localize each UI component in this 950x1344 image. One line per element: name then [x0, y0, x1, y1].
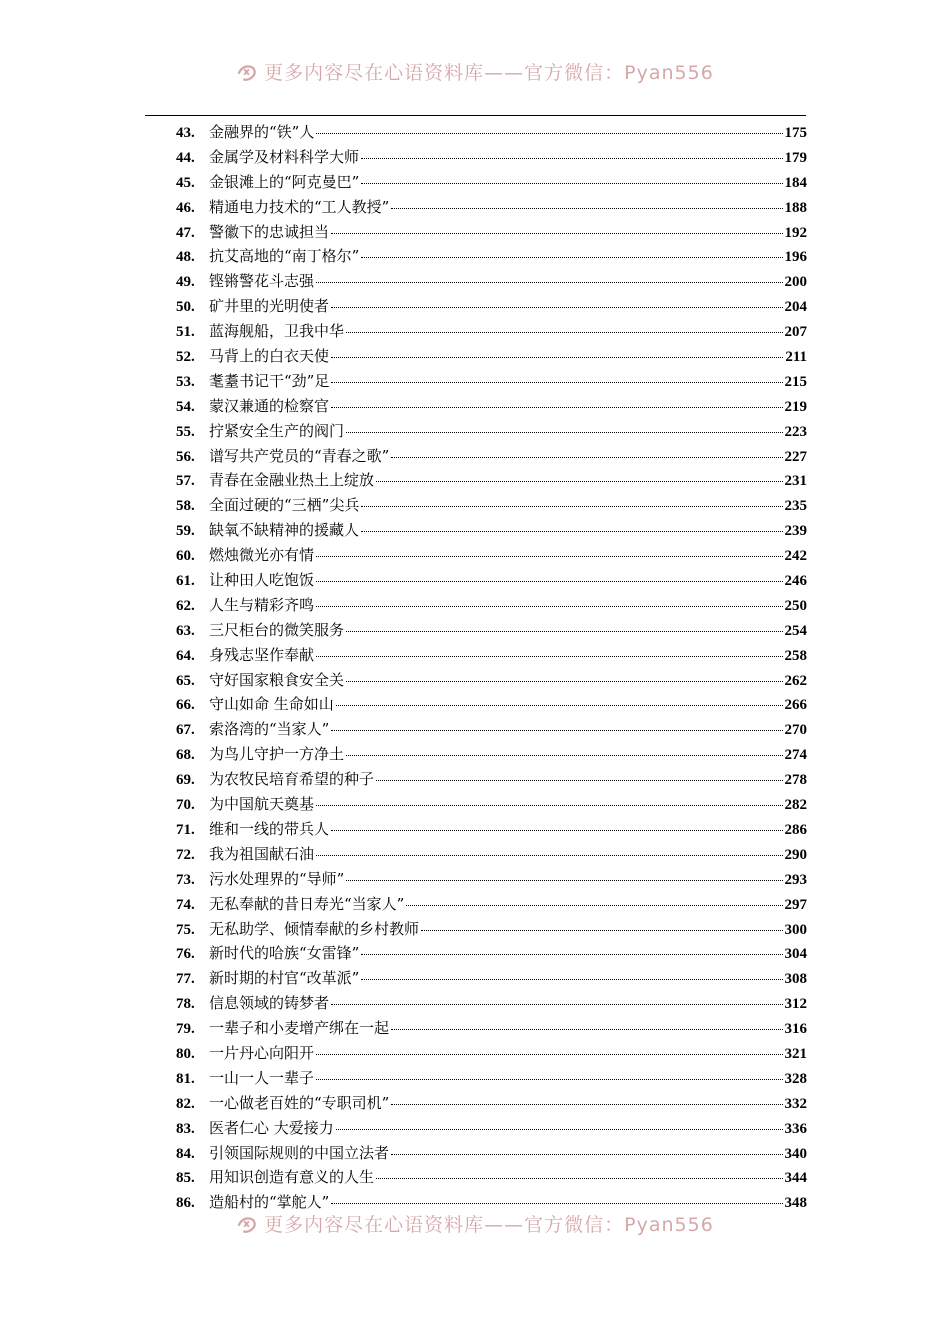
toc-leader-dots	[316, 581, 782, 582]
toc-entry-number: 55.	[176, 423, 195, 440]
toc-entry[interactable]	[176, 244, 807, 269]
toc-entry-page[interactable]: 321	[784, 1045, 807, 1062]
toc-entry-number: 49.	[176, 274, 195, 291]
toc-entry-title[interactable]: 无私助学、倾情奉献的乡村教师	[209, 919, 420, 938]
toc-entry-title[interactable]: 蒙汉兼通的检察官	[209, 396, 330, 415]
toc-leader-dots	[316, 1079, 782, 1080]
toc-entry-title[interactable]: 燃烛微光亦有情	[209, 546, 315, 565]
toc-leader-dots	[336, 705, 783, 706]
toc-entry-title[interactable]: 矿井里的光明使者	[209, 297, 330, 316]
toc-entry-number: 51.	[176, 324, 195, 341]
toc-entry-number: 61.	[176, 573, 195, 590]
toc-leader-dots	[391, 208, 782, 209]
toc-leader-dots	[361, 979, 782, 980]
toc-entry-page[interactable]: 223	[784, 423, 807, 440]
toc-entry-page[interactable]: 246	[784, 573, 807, 590]
toc-entry-title[interactable]: 铿锵警花斗志强	[209, 272, 315, 291]
toc-entry-title[interactable]: 我为祖国献石油	[209, 844, 315, 863]
toc-entry-page[interactable]: 270	[784, 722, 807, 739]
toc-entry-page[interactable]: 293	[784, 871, 807, 888]
toc-entry[interactable]	[176, 991, 807, 1016]
toc-entry-page[interactable]: 348	[784, 1195, 807, 1212]
toc-entry[interactable]	[176, 1165, 807, 1190]
toc-leader-dots	[346, 432, 782, 433]
toc-entry[interactable]	[176, 917, 807, 942]
toc-leader-dots	[376, 780, 782, 781]
toc-leader-dots	[391, 1104, 782, 1105]
toc-entry[interactable]	[176, 195, 807, 220]
toc-entry-title[interactable]: 警徽下的忠诚担当	[209, 222, 330, 241]
toc-entry-page[interactable]: 211	[785, 349, 807, 366]
toc-entry-title[interactable]: 全面过硬的“三栖”尖兵	[209, 496, 360, 515]
toc-entry[interactable]	[176, 593, 807, 618]
toc-entry[interactable]	[176, 842, 807, 867]
toc-entry-title[interactable]: 用知识创造有意义的人生	[209, 1168, 375, 1187]
toc-entry-title[interactable]: 精通电力技术的“工人教授”	[209, 197, 390, 216]
toc-entry-number: 44.	[176, 149, 195, 166]
toc-leader-dots	[361, 531, 782, 532]
table-of-contents	[176, 120, 807, 1215]
toc-entry-title[interactable]: 一辈子和小麦增产绑在一起	[209, 1019, 390, 1038]
toc-entry-number: 65.	[176, 672, 195, 689]
toc-leader-dots	[391, 1029, 782, 1030]
toc-entry[interactable]	[176, 468, 807, 493]
toc-entry[interactable]	[176, 717, 807, 742]
toc-entry-page[interactable]: 286	[784, 821, 807, 838]
toc-leader-dots	[391, 457, 782, 458]
toc-leader-dots	[346, 631, 782, 632]
toc-entry-number: 62.	[176, 597, 195, 614]
toc-entry-title[interactable]: 金银滩上的“阿克曼巴”	[209, 172, 360, 191]
toc-entry-number: 81.	[176, 1070, 195, 1087]
toc-entry[interactable]	[176, 742, 807, 767]
header-rule	[145, 115, 806, 116]
toc-leader-dots	[361, 954, 782, 955]
toc-entry[interactable]	[176, 145, 807, 170]
toc-entry-number: 67.	[176, 722, 195, 739]
toc-entry-page[interactable]: 316	[784, 1021, 807, 1038]
toc-entry-title[interactable]: 为鸟儿守护一方净土	[209, 745, 345, 764]
toc-entry[interactable]	[176, 668, 807, 693]
toc-entry-number: 74.	[176, 896, 195, 913]
toc-entry-page[interactable]: 175	[784, 125, 807, 141]
toc-entry-page[interactable]: 188	[784, 199, 807, 216]
toc-entry-page[interactable]: 231	[784, 473, 807, 490]
toc-entry-title[interactable]: 守山如命 生命如山	[209, 695, 334, 714]
toc-entry-number: 59.	[176, 523, 195, 540]
toc-entry-number: 73.	[176, 871, 195, 888]
toc-entry-page[interactable]: 179	[784, 149, 807, 166]
toc-leader-dots	[331, 382, 782, 383]
toc-entry-number: 52.	[176, 349, 195, 366]
toc-entry-title[interactable]: 维和一线的带兵人	[209, 819, 330, 838]
toc-leader-dots	[331, 830, 782, 831]
toc-entry[interactable]	[176, 767, 807, 792]
toc-entry[interactable]	[176, 643, 807, 668]
toc-entry[interactable]	[176, 269, 807, 294]
toc-entry-title[interactable]: 人生与精彩齐鸣	[209, 595, 315, 614]
toc-entry-number: 63.	[176, 622, 195, 639]
toc-entry-title[interactable]: 新时期的村官“改革派”	[209, 969, 360, 988]
toc-leader-dots	[406, 905, 782, 906]
toc-entry-title[interactable]: 蓝海舰船，卫我中华	[209, 322, 345, 341]
toc-entry-number: 85.	[176, 1170, 195, 1187]
toc-leader-dots	[316, 1054, 782, 1055]
toc-entry-number: 58.	[176, 498, 195, 515]
toc-entry[interactable]	[176, 1091, 807, 1116]
toc-entry[interactable]	[176, 966, 807, 991]
toc-leader-dots	[331, 730, 782, 731]
toc-entry-number: 78.	[176, 996, 195, 1013]
toc-entry-number: 43.	[176, 125, 195, 141]
toc-leader-dots	[331, 357, 783, 358]
toc-entry-title[interactable]: 引领国际规则的中国立法者	[209, 1143, 390, 1162]
toc-leader-dots	[331, 307, 782, 308]
toc-entry-page[interactable]: 297	[784, 896, 807, 913]
toc-entry[interactable]	[176, 543, 807, 568]
toc-entry-number: 47.	[176, 224, 195, 241]
toc-entry[interactable]	[176, 344, 807, 369]
toc-entry-page[interactable]: 207	[784, 324, 807, 341]
toc-entry-page[interactable]: 227	[784, 448, 807, 465]
toc-entry[interactable]	[176, 568, 807, 593]
toc-entry-page[interactable]: 200	[784, 274, 807, 291]
toc-entry[interactable]	[176, 1066, 807, 1091]
toc-entry-title[interactable]: 污水处理界的“导师”	[209, 869, 345, 888]
toc-entry-page[interactable]: 192	[784, 224, 807, 241]
toc-entry-page[interactable]: 300	[784, 921, 807, 938]
toc-entry-number: 46.	[176, 199, 195, 216]
toc-entry[interactable]	[176, 618, 807, 643]
toc-entry[interactable]	[176, 419, 807, 444]
toc-entry-page[interactable]: 312	[784, 996, 807, 1013]
toc-entry-page[interactable]: 219	[784, 398, 807, 415]
toc-entry-number: 86.	[176, 1195, 195, 1212]
toc-entry[interactable]	[176, 892, 807, 917]
toc-entry-number: 68.	[176, 747, 195, 764]
toc-leader-dots	[391, 1154, 782, 1155]
toc-entry-page[interactable]: 274	[784, 747, 807, 764]
toc-leader-dots	[361, 506, 782, 507]
toc-entry[interactable]	[176, 444, 807, 469]
toc-entry[interactable]	[176, 319, 807, 344]
toc-entry[interactable]	[176, 394, 807, 419]
toc-entry-number: 75.	[176, 921, 195, 938]
toc-entry-page[interactable]: 262	[784, 672, 807, 689]
toc-entry-page[interactable]: 344	[784, 1170, 807, 1187]
toc-leader-dots	[421, 930, 782, 931]
toc-leader-dots	[361, 257, 782, 258]
toc-entry-number: 60.	[176, 548, 195, 565]
toc-entry-page[interactable]: 340	[784, 1145, 807, 1162]
toc-leader-dots	[316, 805, 782, 806]
toc-entry[interactable]	[176, 220, 807, 245]
toc-entry-title[interactable]: 身残志坚作奉献	[209, 645, 315, 664]
toc-entry-page[interactable]: 250	[784, 597, 807, 614]
toc-entry[interactable]	[176, 692, 807, 717]
toc-entry-title[interactable]: 耄耋书记干“劲”足	[209, 371, 330, 390]
toc-leader-dots	[316, 133, 782, 134]
toc-entry-title[interactable]: 青春在金融业热土上绽放	[209, 471, 375, 490]
toc-leader-dots	[346, 681, 782, 682]
toc-entry-number: 50.	[176, 299, 195, 316]
header-watermark	[0, 58, 950, 85]
toc-entry-title[interactable]: 金融界的“铁”人	[209, 123, 315, 141]
toc-leader-dots	[331, 1004, 782, 1005]
toc-entry[interactable]	[176, 170, 807, 195]
toc-entry-number: 71.	[176, 821, 195, 838]
toc-entry-title[interactable]: 让种田人吃饱饭	[209, 571, 315, 590]
toc-entry-number: 79.	[176, 1021, 195, 1038]
toc-entry-title[interactable]: 缺氧不缺精神的援藏人	[209, 521, 360, 540]
toc-entry-page[interactable]: 332	[784, 1095, 807, 1112]
toc-entry-title[interactable]: 守好国家粮食安全关	[209, 670, 345, 689]
toc-entry-page[interactable]: 328	[784, 1070, 807, 1087]
toc-leader-dots	[361, 183, 782, 184]
toc-leader-dots	[316, 855, 782, 856]
toc-entry-title[interactable]: 造船村的“掌舵人”	[209, 1193, 330, 1212]
toc-entry[interactable]	[176, 294, 807, 319]
toc-entry[interactable]	[176, 817, 807, 842]
toc-entry-title[interactable]: 一心做老百姓的“专职司机”	[209, 1093, 390, 1112]
toc-entry-title[interactable]: 抗艾高地的“南丁格尔”	[209, 247, 360, 266]
toc-leader-dots	[331, 233, 782, 234]
toc-entry-page[interactable]: 266	[784, 697, 807, 714]
toc-entry-title[interactable]: 医者仁心 大爱接力	[209, 1118, 334, 1137]
toc-entry-number: 77.	[176, 971, 195, 988]
toc-leader-dots	[346, 332, 782, 333]
toc-entry-page[interactable]: 336	[784, 1120, 807, 1137]
toc-leader-dots	[376, 481, 782, 482]
watermark-text: 更多内容尽在心语资料库——官方微信：Pyan556	[264, 1214, 714, 1236]
toc-entry[interactable]	[176, 518, 807, 543]
toc-entry-page[interactable]: 290	[784, 846, 807, 863]
logo-icon	[236, 61, 258, 83]
toc-entry-number: 48.	[176, 249, 195, 266]
footer-watermark	[0, 1210, 950, 1237]
toc-leader-dots	[376, 1178, 782, 1179]
toc-entry[interactable]	[176, 369, 807, 394]
toc-entry-page[interactable]: 282	[784, 797, 807, 814]
toc-entry-title[interactable]: 信息领域的铸梦者	[209, 994, 330, 1013]
toc-leader-dots	[316, 606, 782, 607]
toc-entry-title[interactable]: 马背上的白衣天使	[209, 347, 330, 366]
toc-leader-dots	[361, 158, 782, 159]
toc-entry-page[interactable]: 304	[784, 946, 807, 963]
toc-leader-dots	[316, 282, 782, 283]
toc-entry[interactable]	[176, 1041, 807, 1066]
toc-leader-dots	[331, 1203, 782, 1204]
toc-entry-page[interactable]: 254	[784, 622, 807, 639]
toc-entry-number: 45.	[176, 174, 195, 191]
toc-entry-number: 53.	[176, 373, 195, 390]
watermark-text: 更多内容尽在心语资料库——官方微信：Pyan556	[264, 62, 714, 84]
toc-leader-dots	[346, 755, 782, 756]
toc-entry-number: 66.	[176, 697, 195, 714]
toc-leader-dots	[331, 407, 782, 408]
toc-entry-number: 72.	[176, 846, 195, 863]
toc-entry-page[interactable]: 235	[784, 498, 807, 515]
toc-leader-dots	[316, 556, 782, 557]
toc-entry-title[interactable]: 索洛湾的“当家人”	[209, 720, 330, 739]
toc-entry-number: 82.	[176, 1095, 195, 1112]
toc-entry[interactable]	[176, 867, 807, 892]
logo-icon	[236, 1213, 258, 1235]
toc-entry-number: 64.	[176, 647, 195, 664]
toc-entry-title[interactable]: 一山一人一辈子	[209, 1068, 315, 1087]
toc-entry-number: 70.	[176, 797, 195, 814]
toc-entry[interactable]	[176, 941, 807, 966]
toc-entry-title[interactable]: 为农牧民培育希望的种子	[209, 770, 375, 789]
toc-entry-page[interactable]: 204	[784, 299, 807, 316]
toc-entry-number: 56.	[176, 448, 195, 465]
toc-entry-page[interactable]: 258	[784, 647, 807, 664]
toc-entry-number: 69.	[176, 772, 195, 789]
toc-entry-title[interactable]: 新时代的哈族“女雷锋”	[209, 944, 360, 963]
toc-entry-number: 54.	[176, 398, 195, 415]
toc-entry-page[interactable]: 215	[784, 373, 807, 390]
toc-entry-number: 76.	[176, 946, 195, 963]
toc-entry-number: 83.	[176, 1120, 195, 1137]
toc-entry-title[interactable]: 无私奉献的昔日寿光“当家人”	[209, 894, 405, 913]
toc-entry-page[interactable]: 196	[784, 249, 807, 266]
toc-entry[interactable]	[176, 120, 807, 145]
toc-entry-number: 57.	[176, 473, 195, 490]
toc-entry-number: 80.	[176, 1045, 195, 1062]
toc-entry-page[interactable]: 239	[784, 523, 807, 540]
toc-entry-title[interactable]: 三尺柜台的微笑服务	[209, 620, 345, 639]
toc-entry-title[interactable]: 金属学及材料科学大师	[209, 147, 360, 166]
toc-entry[interactable]	[176, 1016, 807, 1041]
toc-entry-page[interactable]: 278	[784, 772, 807, 789]
toc-entry-title[interactable]: 拧紧安全生产的阀门	[209, 421, 345, 440]
toc-leader-dots	[346, 880, 782, 881]
toc-entry[interactable]	[176, 1116, 807, 1141]
toc-entry-page[interactable]: 242	[784, 548, 807, 565]
toc-entry-number: 84.	[176, 1145, 195, 1162]
toc-leader-dots	[336, 1129, 783, 1130]
toc-entry-page[interactable]: 308	[784, 971, 807, 988]
toc-entry[interactable]	[176, 792, 807, 817]
toc-leader-dots	[316, 656, 782, 657]
toc-entry[interactable]	[176, 1141, 807, 1166]
toc-entry[interactable]	[176, 493, 807, 518]
toc-entry-title[interactable]: 一片丹心向阳开	[209, 1043, 315, 1062]
toc-entry-title[interactable]: 为中国航天奠基	[209, 795, 315, 814]
toc-entry-page[interactable]: 184	[784, 174, 807, 191]
toc-entry-title[interactable]: 谱写共产党员的“青春之歌”	[209, 446, 390, 465]
